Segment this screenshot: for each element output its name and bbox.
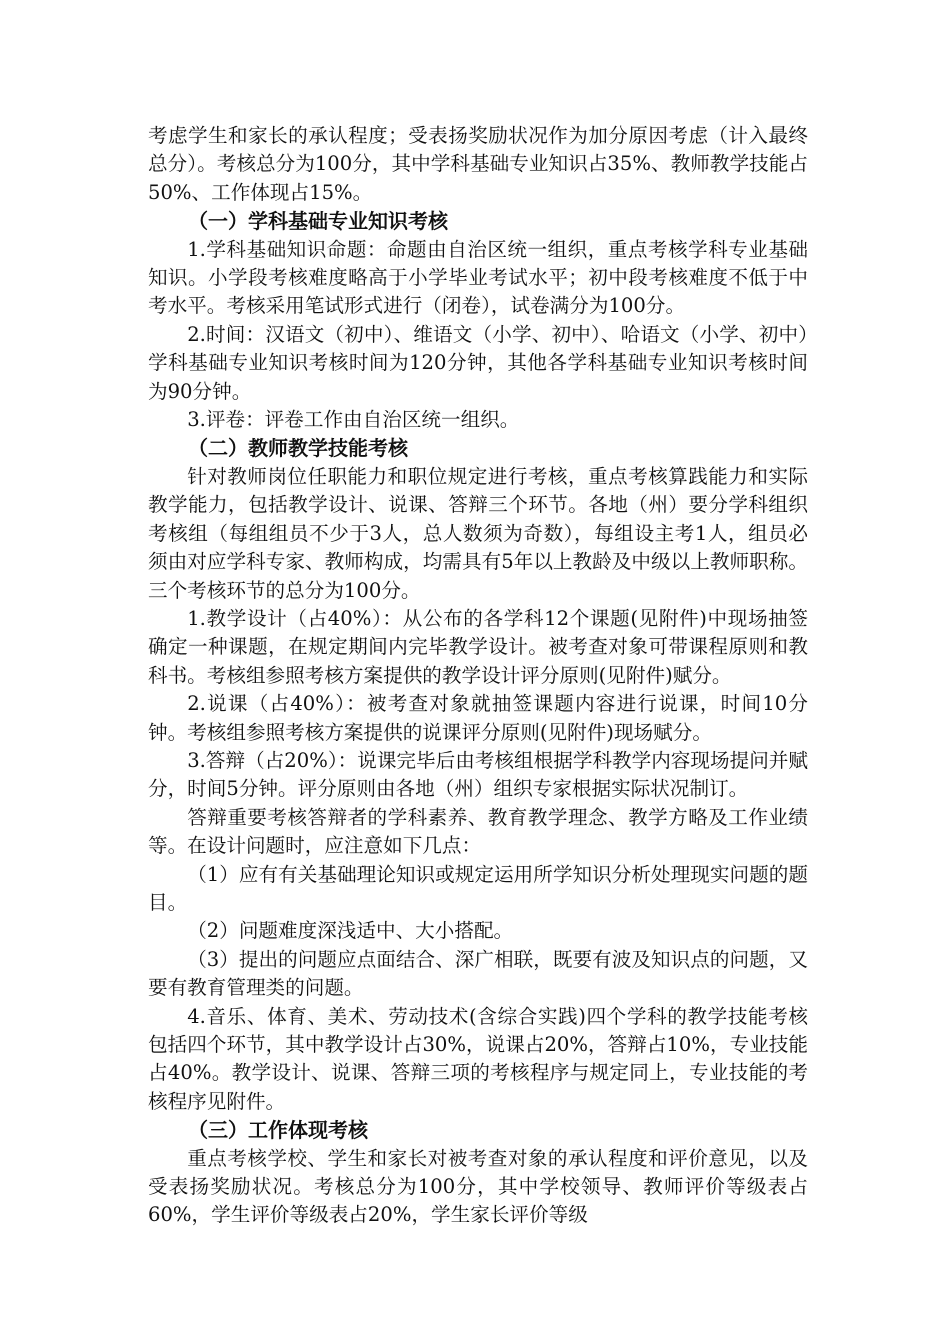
paragraph-skills-overview: 针对教师岗位任职能力和职位规定进行考核，重点考核算践能力和实际教学能力，包括教学设计、说课、答辩三个环节。各地（州）要分学科组织考核组（每组组员不少于3人，总人数须为奇数），每组设主考1人，组员必须由对应学科专家、教师构成，均需具有5年以上教龄及中级以上教师职称。三个考核环节的总分为100分。 xyxy=(148,464,808,602)
section-heading-1: （一）学科基础专业知识考核 xyxy=(188,209,448,234)
section-heading-3: （三）工作体现考核 xyxy=(188,1118,368,1143)
document-page xyxy=(148,122,808,1230)
section-heading-2: （二）教师教学技能考核 xyxy=(188,436,408,461)
paragraph-intro: 考虑学生和家长的承认程度；受表扬奖励状况作为加分原因考虑（计入最终总分）。考核总分为100分，其中学科基础专业知识占35%、教师教学技能占50%、工作体现占15%。 xyxy=(148,124,808,204)
paragraph-teaching-design: 1.教学设计（占40%）：从公布的各学科12个课题(见附件)中现场抽签确定一种课题，在规定期间内完毕教学设计。被考查对象可带课程原则和教科书。考核组参照考核方案提供的教学设计评分原则(见附件)赋分。 xyxy=(148,606,808,687)
paragraph-arts-subjects: 4.音乐、体育、美术、劳动技术(含综合实践)四个学科的教学技能考核包括四个环节，其中教学设计占30%，说课占20%，答辩占10%，专业技能占40%。教学设计、说课、答辩三项的考核程序与规定同上，专业技能的考核程序见附件。 xyxy=(148,1004,808,1113)
paragraph-work-performance: 重点考核学校、学生和家长对被考查对象的承认程度和评价意见，以及受表扬奖励状况。考核总分为100分，其中学校领导、教师评价等级表占60%，学生评价等级表占20%，学生家长评价等级 xyxy=(148,1146,808,1227)
paragraph-defense: 3.答辩（占20%）：说课完毕后由考核组根据学科教学内容现场提问并赋分，时间5分钟。评分原则由各地（州）组织专家根据实际状况制订。 xyxy=(148,748,808,801)
paragraph-defense-focus: 答辩重要考核答辩者的学科素养、教育教学理念、教学方略及工作业绩等。在设计问题时，应注意如下几点： xyxy=(148,805,808,858)
paragraph-grading: 3.评卷：评卷工作由自治区统一组织。 xyxy=(187,408,520,432)
list-item-2: （2）问题难度深浅适中、大小搭配。 xyxy=(187,919,514,943)
paragraph-exam-time: 2.时间：汉语文（初中）、维语文（小学、初中）、哈语文（小学、初中）学科基础专业知识考核时间为120分钟，其他各学科基础专业知识考核时间为90分钟。 xyxy=(148,322,808,403)
list-item-3: （3）提出的问题应点面结合、深广相联，既要有波及知识点的问题，又要有教育管理类的问题。 xyxy=(148,947,808,1000)
list-item-1: （1）应有有关基础理论知识或规定运用所学知识分析处理现实问题的题目。 xyxy=(148,862,808,914)
paragraph-subject-proposition: 1.学科基础知识命题：命题由自治区统一组织，重点考核学科专业基础知识。小学段考核难度略高于小学毕业考试水平；初中段考核难度不低于中考水平。考核采用笔试形式进行（闭卷），试卷满分为100分。 xyxy=(148,237,808,318)
paragraph-lesson-talk: 2.说课（占40%）：被考查对象就抽签课题内容进行说课，时间10分钟。考核组参照考核方案提供的说课评分原则(见附件)现场赋分。 xyxy=(148,692,808,744)
